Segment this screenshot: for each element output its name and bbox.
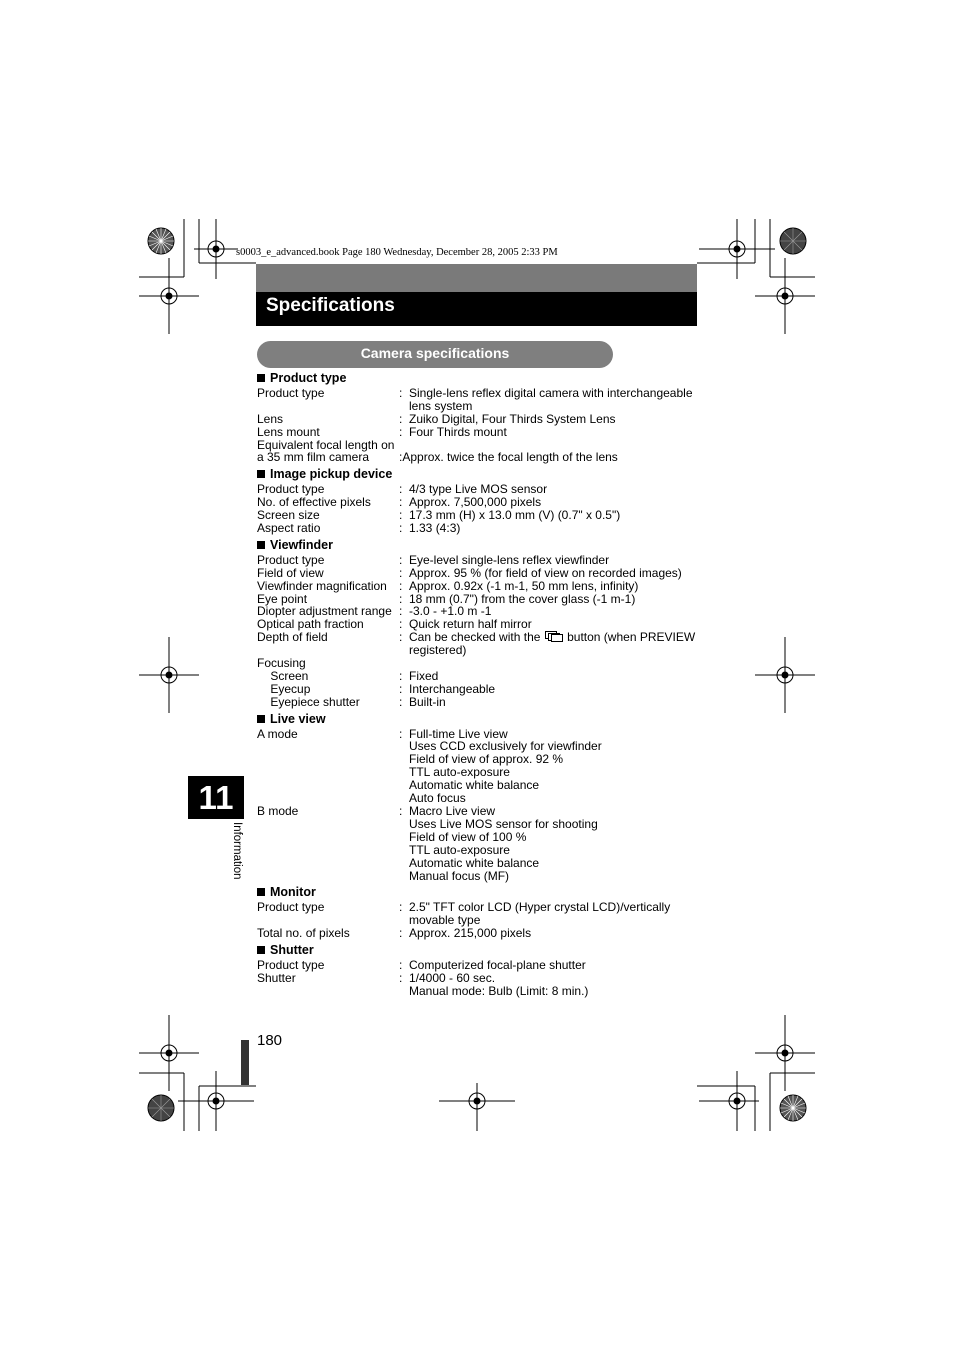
square-bullet-icon — [257, 470, 265, 478]
square-bullet-icon — [257, 541, 265, 549]
spec-row: Total no. of pixels : Approx. 215,000 pixels — [257, 926, 532, 941]
print-header-line: s0003_e_advanced.book Page 180 Wednesday, December 28, 2005 2:33 PM — [236, 247, 558, 258]
square-bullet-icon — [257, 888, 265, 896]
spec-row: B mode : Macro Live view Uses Live MOS sensor for shooting Field of view of 100 % TTL auto-exposure Automatic white balance Manual focus (MF) — [257, 804, 598, 883]
subsection-title: Camera specifications — [257, 341, 613, 368]
spec-row: Aspect ratio : 1.33 (4:3) — [257, 520, 461, 535]
spec-row: Focusing — [257, 656, 306, 671]
square-bullet-icon — [257, 946, 265, 954]
spec-row: Screen size : 17.3 mm (H) x 13.0 mm (V) (0.7" x 0.5") — [257, 508, 621, 523]
square-bullet-icon — [257, 374, 265, 382]
section-title-viewfinder: Viewfinder — [257, 539, 707, 552]
spec-row: No. of effective pixels : Approx. 7,500,000 pixels — [257, 495, 542, 510]
spec-row: Product type : 2.5" TFT color LCD (Hyper crystal LCD)/vertically movable type — [257, 900, 671, 928]
section-title-monitor: Monitor — [257, 886, 707, 899]
section-title-live-view: Live view — [257, 713, 707, 726]
spec-row: Viewfinder magnification : Approx. 0.92x (-1 m-1, 50 mm lens, infinity) — [257, 578, 639, 593]
spec-row: Depth of field : Can be checked with the button (when PREVIEW registered) — [257, 630, 696, 658]
spec-row: Lens : Zuiko Digital, Four Thirds System Lens — [257, 411, 616, 426]
spec-row: Eye point : 18 mm (0.7") from the cover glass (-1 m-1) — [257, 591, 636, 606]
section-title-shutter: Shutter — [257, 944, 707, 957]
spec-row: A mode : Full-time Live view Uses CCD exclusively for viewfinder Field of view of approx. 92 % TTL auto-exposure Automatic white balance Auto focus — [257, 726, 602, 806]
spec-row: Product type : Eye-level single-lens reflex viewfinder — [257, 552, 610, 567]
section-title-image-pickup: Image pickup device — [257, 468, 707, 481]
chapter-number-tab: 11 — [188, 776, 244, 819]
chapter-label: Information — [231, 822, 243, 880]
spec-row: Equivalent focal length on a 35 mm film camera :Approx. twice the focal length of the lens — [257, 437, 618, 465]
spec-row: Screen : Fixed — [257, 668, 439, 683]
section-title-product-type: Product type — [257, 372, 707, 385]
spec-row: Eyecup : Interchangeable — [257, 681, 496, 696]
square-bullet-icon — [257, 715, 265, 723]
spec-row: Field of view : Approx. 95 % (for field of view on recorded images) — [257, 565, 682, 580]
preview-button-icon — [545, 631, 563, 642]
spec-row: Diopter adjustment range : -3.0 - +1.0 m -1 — [257, 604, 492, 619]
header-gray-band — [256, 264, 697, 292]
page-number-bar — [241, 1040, 249, 1085]
spec-row: Optical path fraction : Quick return half mirror — [257, 617, 532, 632]
spec-row: Product type : 4/3 type Live MOS sensor — [257, 482, 548, 497]
spec-row: Lens mount : Four Thirds mount — [257, 424, 507, 439]
page-title: Specifications — [266, 295, 395, 316]
spec-row: Product type : Computerized focal-plane shutter — [257, 957, 586, 972]
spec-row: Shutter : 1/4000 - 60 sec. Manual mode: Bulb (Limit: 8 min.) — [257, 970, 589, 998]
page-number: 180 — [257, 1032, 283, 1049]
spec-content — [257, 371, 707, 998]
spec-row: Eyepiece shutter : Built-in — [257, 694, 446, 709]
spec-row: Product type : Single-lens reflex digital camera with interchangeable lens system — [257, 385, 693, 413]
